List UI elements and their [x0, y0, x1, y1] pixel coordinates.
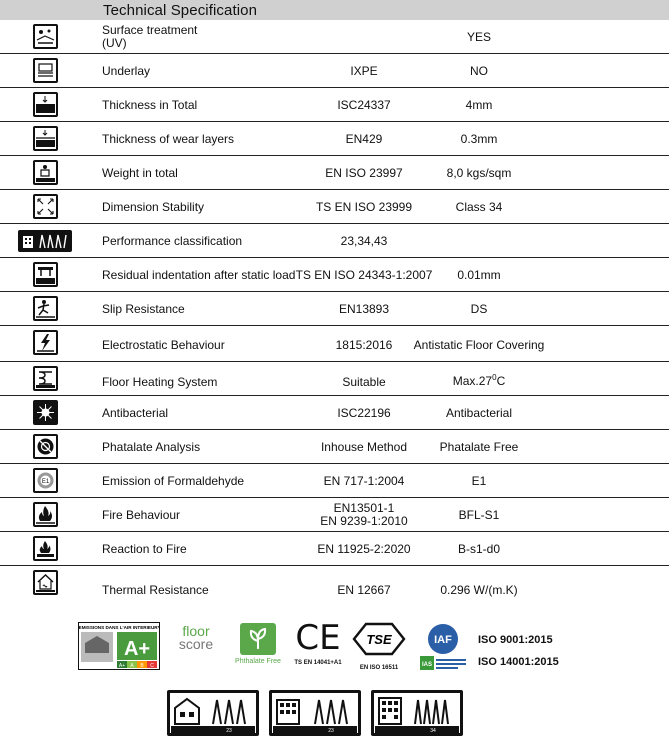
spec-standard: EN429 [345, 132, 383, 146]
antibacterial-icon [33, 400, 58, 425]
spec-value: 8,0 kgs/sqm [446, 166, 512, 180]
phatalate-icon [33, 434, 58, 459]
wear-layer-icon [33, 126, 58, 151]
spec-row [0, 362, 669, 396]
spec-name: Thermal Resistance [102, 583, 209, 597]
spec-row [0, 292, 669, 326]
spec-name: Reaction to Fire [102, 542, 187, 556]
spec-row [0, 566, 669, 602]
thickness-total-icon [33, 92, 58, 117]
spec-name: Thickness in Total [102, 98, 198, 112]
emissions-header-text: EMISSIONS DANS L'AIR INTERIEUR* [79, 625, 159, 630]
spec-row [0, 190, 669, 224]
spec-row [0, 20, 669, 54]
spec-name: Floor Heating System [102, 375, 218, 389]
spec-standard: Inhouse Method [320, 440, 408, 454]
floorscore-line2: score [178, 636, 214, 652]
spec-row [0, 88, 669, 122]
spec-name: Underlay [102, 64, 151, 78]
ce-mark-text: CE [295, 618, 341, 658]
electrostatic-icon [33, 330, 58, 355]
spec-standard: EN13893 [338, 302, 390, 316]
formaldehyde-icon [33, 468, 58, 493]
spec-row [0, 258, 669, 292]
class-number: 23 [226, 728, 232, 734]
title-bar [0, 0, 669, 20]
commercial-heavy-class-icon [371, 690, 463, 736]
spec-name: Dimension Stability [102, 200, 205, 214]
class-number: 34 [430, 728, 436, 734]
spec-row [0, 326, 669, 362]
slip-resistance-icon [33, 296, 58, 321]
spec-value: YES [466, 30, 491, 44]
tse-logo [352, 620, 406, 670]
spec-row [0, 498, 669, 532]
spec-row [0, 464, 669, 498]
dimension-stability-icon [33, 194, 58, 219]
leaf-icon [240, 623, 276, 655]
usage-class-badges [0, 690, 669, 740]
performance-classification-icon [18, 230, 72, 252]
spec-row [0, 396, 669, 430]
emissions-scale-b: B [140, 663, 144, 669]
spec-standard: EN 12667 [337, 583, 391, 597]
spec-standard: ISC24337 [337, 98, 391, 112]
spec-row [0, 156, 669, 190]
page-title: Technical Specification [103, 2, 258, 19]
phthalate-free-logo [234, 623, 282, 671]
emissions-label-logo [78, 622, 160, 670]
spec-table [0, 20, 669, 602]
spec-standard: TS EN ISO 24343-1:2007 [295, 268, 433, 282]
spec-value: Antistatic Floor Covering [413, 338, 545, 352]
class-number: 23 [328, 728, 334, 734]
spec-standard: ISC22196 [337, 406, 391, 420]
spec-name: Residual indentation after static load [102, 268, 296, 282]
spec-row [0, 430, 669, 464]
spec-standard: EN 11925-2:2020 [317, 542, 411, 556]
spec-name: Slip Resistance [102, 302, 185, 316]
spec-standard: TS EN ISO 23999 [315, 200, 413, 214]
floorscore-line1: floor [182, 623, 210, 639]
spec-value: 0.01mm [457, 268, 501, 282]
emissions-scale-aplus: A+ [118, 663, 126, 669]
weight-icon [33, 160, 58, 185]
emissions-grade-text: A+ [123, 638, 151, 660]
spec-row [0, 122, 669, 156]
spec-value: DS [470, 302, 488, 316]
certification-logos [0, 620, 669, 680]
iaf-logo [418, 622, 468, 672]
tse-mark-text: TSE [366, 632, 392, 647]
tse-standard-text: EN ISO 16511 [359, 665, 399, 671]
iso-9001-text: ISO 9001:2015 [478, 634, 553, 646]
underlay-icon [33, 58, 58, 83]
spec-value: BFL-S1 [458, 508, 500, 522]
spec-name: Antibacterial [102, 406, 169, 420]
phthalate-free-text: Phthalate Free [235, 658, 281, 665]
spec-value: B-s1-d0 [457, 542, 501, 556]
spec-value: E1 [471, 474, 487, 488]
spec-name: Emission of Formaldehyde [102, 474, 245, 488]
spec-name: Performance classification [102, 234, 243, 248]
residential-class-icon [167, 690, 259, 736]
spec-name: Weight in total [102, 166, 178, 180]
spec-standard: 1815:2016 [335, 338, 393, 352]
floor-heating-icon [33, 366, 58, 391]
spec-standard: EN ISO 23997 [325, 166, 403, 180]
spec-value: Antibacterial [445, 406, 513, 420]
surface-treatment-icon [33, 24, 58, 49]
spec-standard: 23,34,43 [340, 234, 388, 248]
reaction-fire-icon [33, 536, 58, 561]
spec-name: Phatalate Analysis [102, 440, 201, 454]
spec-value: $Max.27^0C$ [452, 373, 506, 388]
spec-value: NO [470, 64, 488, 78]
spec-standard: EN13501-1 EN 9239-1:2010 [320, 501, 408, 528]
spec-standard: EN 717-1:2004 [323, 474, 405, 488]
spec-row [0, 532, 669, 566]
emissions-scale-a: A [130, 663, 134, 669]
spec-value: 4mm [465, 98, 493, 112]
fire-behaviour-icon [33, 502, 58, 527]
thermal-resistance-icon [33, 570, 58, 595]
spec-value: 0.3mm [460, 132, 498, 146]
spec-name: Fire Behaviour [102, 508, 181, 522]
ce-mark-logo [290, 620, 346, 670]
emissions-scale-c: C [150, 663, 154, 669]
iaf-mark-text: IAF [434, 634, 452, 646]
spec-standard: Suitable [342, 375, 386, 389]
spec-row [0, 54, 669, 88]
residual-indentation-icon [33, 262, 58, 287]
ce-standard-text: TS EN 14041+A1 [294, 660, 342, 666]
spec-row [0, 224, 669, 258]
spec-name: Thickness of wear layers [102, 132, 235, 146]
svg-text:E1: E1 [41, 479, 50, 485]
spec-name: Surface treatment (UV) [102, 23, 198, 50]
ias-mark-text: IAS [421, 662, 433, 668]
spec-name: Electrostatic Behaviour [102, 338, 225, 352]
spec-value: Class 34 [455, 200, 503, 214]
spec-value: Phatalate Free [439, 440, 519, 454]
floorscore-logo [172, 625, 220, 669]
iso-14001-text: ISO 14001:2015 [478, 656, 559, 668]
spec-standard: IXPE [350, 64, 378, 78]
spec-value: 0.296 W/(m.K) [440, 583, 518, 597]
commercial-class-icon [269, 690, 361, 736]
